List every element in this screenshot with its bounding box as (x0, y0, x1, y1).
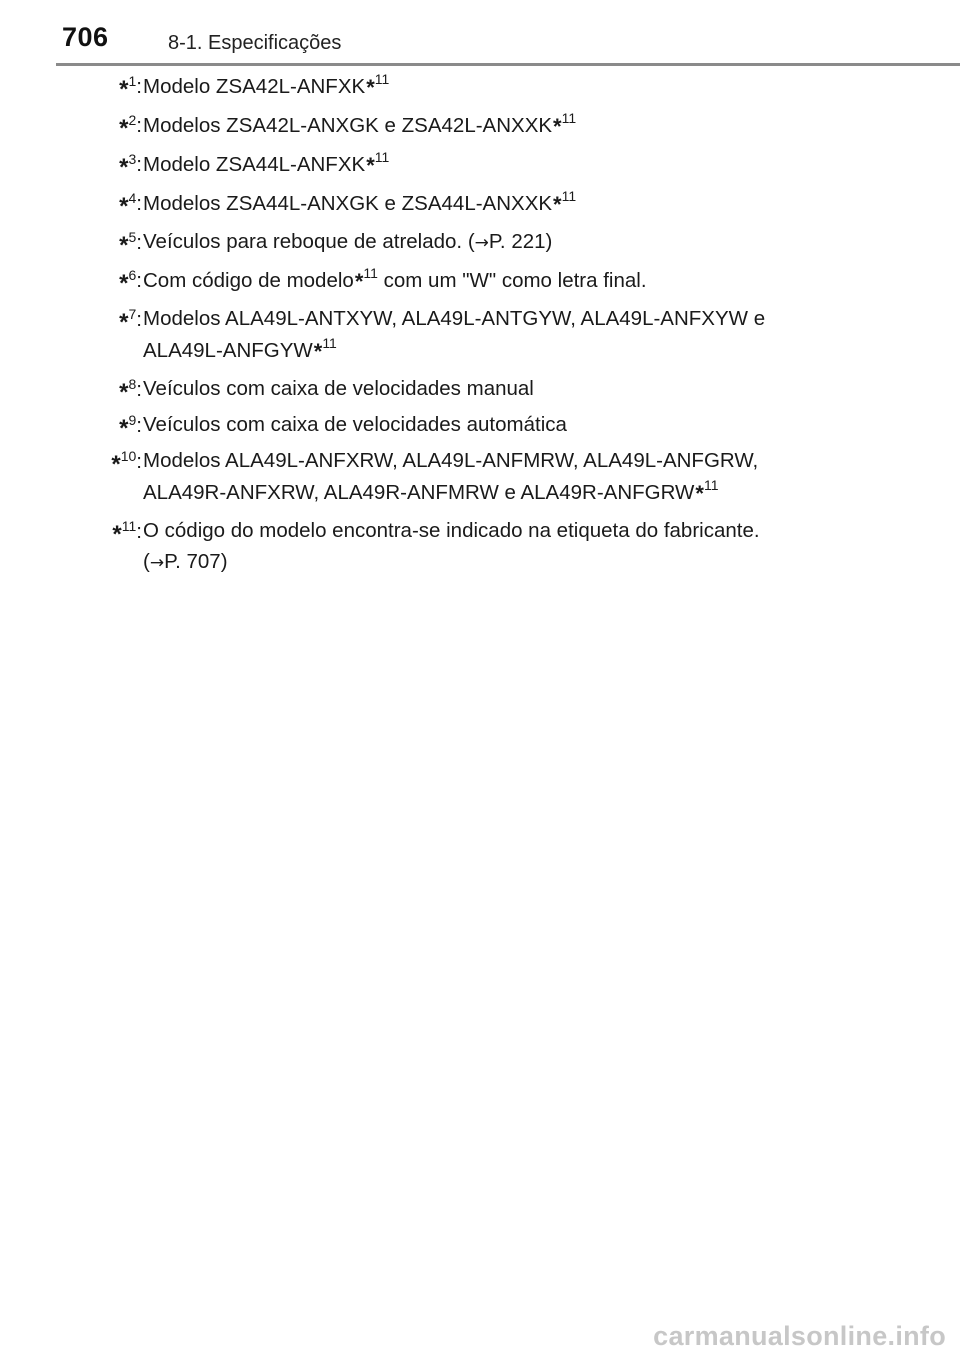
footnote-text: Com código de modelo (143, 269, 354, 292)
ref-number: 11 (374, 71, 390, 87)
ref-star: * (313, 339, 323, 364)
footnote-text: Modelos ZSA44L-ANXGK e ZSA44L-ANXXK (143, 192, 553, 215)
footnote-marker: *$^3$: (119, 151, 142, 181)
footnote-text: Veículos com caixa de velocidades automática (143, 413, 567, 436)
footnote-text-line-1: O código do modelo encontra-se indicado na etiqueta do fabricante. (143, 519, 760, 542)
footnote-text-line-1: Modelos ALA49L-ANTXYW, ALA49L-ANTGYW, ALA49L-ANFXYW e (143, 307, 766, 330)
page-reference: P. 221) (488, 230, 553, 253)
footnote-7 (90, 303, 910, 368)
footnote-text: Veículos para reboque de atrelado. ( (143, 230, 475, 253)
ref-number: 11 (374, 149, 390, 165)
ref-number: 11 (322, 335, 337, 351)
ref-star: * (366, 75, 375, 100)
ref-number: 11 (363, 265, 378, 281)
footnote-text-line-1: Modelos ALA49L-ANFXRW, ALA49L-ANFMRW, ALA49L-ANFGRW, (143, 449, 759, 472)
footnote-3 (90, 148, 910, 182)
ref-number: 11 (703, 477, 719, 493)
ref-number: 11 (561, 188, 577, 204)
footnote-11 (90, 515, 910, 579)
footnote-text: Modelo ZSA42L-ANFXK (143, 75, 366, 98)
footnote-text: Modelos ZSA42L-ANXGK e ZSA42L-ANXXK (143, 114, 553, 137)
footnote-marker: *$^7$: (119, 306, 142, 336)
page-reference: P. 707) (164, 550, 228, 573)
footnote-4 (90, 187, 910, 221)
watermark: carmanualsonline.info (653, 1321, 946, 1351)
footnote-text: Veículos com caixa de velocidades manual (143, 377, 534, 400)
footnote-marker: *$^{11}$: (112, 518, 142, 548)
ref-star: * (553, 114, 562, 139)
arrow-right-icon: → (474, 233, 489, 253)
footnote-marker: *$^1$: (119, 73, 142, 103)
footnote-10 (90, 445, 910, 510)
footnote-marker: *$^6$: (119, 267, 142, 297)
page-header (0, 0, 960, 66)
footnote-text-line-2: (→P. 707) (143, 550, 228, 573)
footnote-6 (90, 264, 910, 298)
ref-star: * (354, 269, 364, 294)
footnote-marker: *$^5$: (119, 229, 142, 259)
section-title: 8-1. Especificações (168, 32, 342, 54)
header-divider (56, 63, 960, 66)
footnote-marker: *$^4$: (119, 190, 142, 220)
page-number: 706 (62, 22, 109, 52)
footnote-8 (90, 373, 910, 404)
footnote-text-line-2: ALA49R-ANFXRW, ALA49R-ANFMRW e ALA49R-ANFGRW*$^{11}$ (143, 477, 719, 506)
footnote-text-line-2: ALA49L-ANFGYW*$^{11}$ (143, 335, 337, 364)
footnote-text: Modelo ZSA44L-ANFXK (143, 153, 366, 176)
ref-star: * (695, 481, 704, 506)
footnote-marker: *$^{10}$: (111, 448, 142, 478)
footnote-5 (90, 226, 910, 259)
ref-star: * (553, 192, 562, 217)
footnote-marker: *$^2$: (119, 112, 142, 142)
footnote-marker: *$^9$: (119, 412, 142, 442)
footnote-marker: *$^8$: (119, 376, 142, 406)
footnote-list (90, 70, 910, 584)
footnote-1 (90, 70, 910, 104)
ref-number: 11 (561, 110, 577, 126)
footnote-2 (90, 109, 910, 143)
footnote-9 (90, 409, 910, 440)
ref-star: * (366, 153, 375, 178)
arrow-right-icon: → (149, 553, 165, 573)
footnote-text-continued: com um "W" como letra final. (377, 269, 647, 292)
